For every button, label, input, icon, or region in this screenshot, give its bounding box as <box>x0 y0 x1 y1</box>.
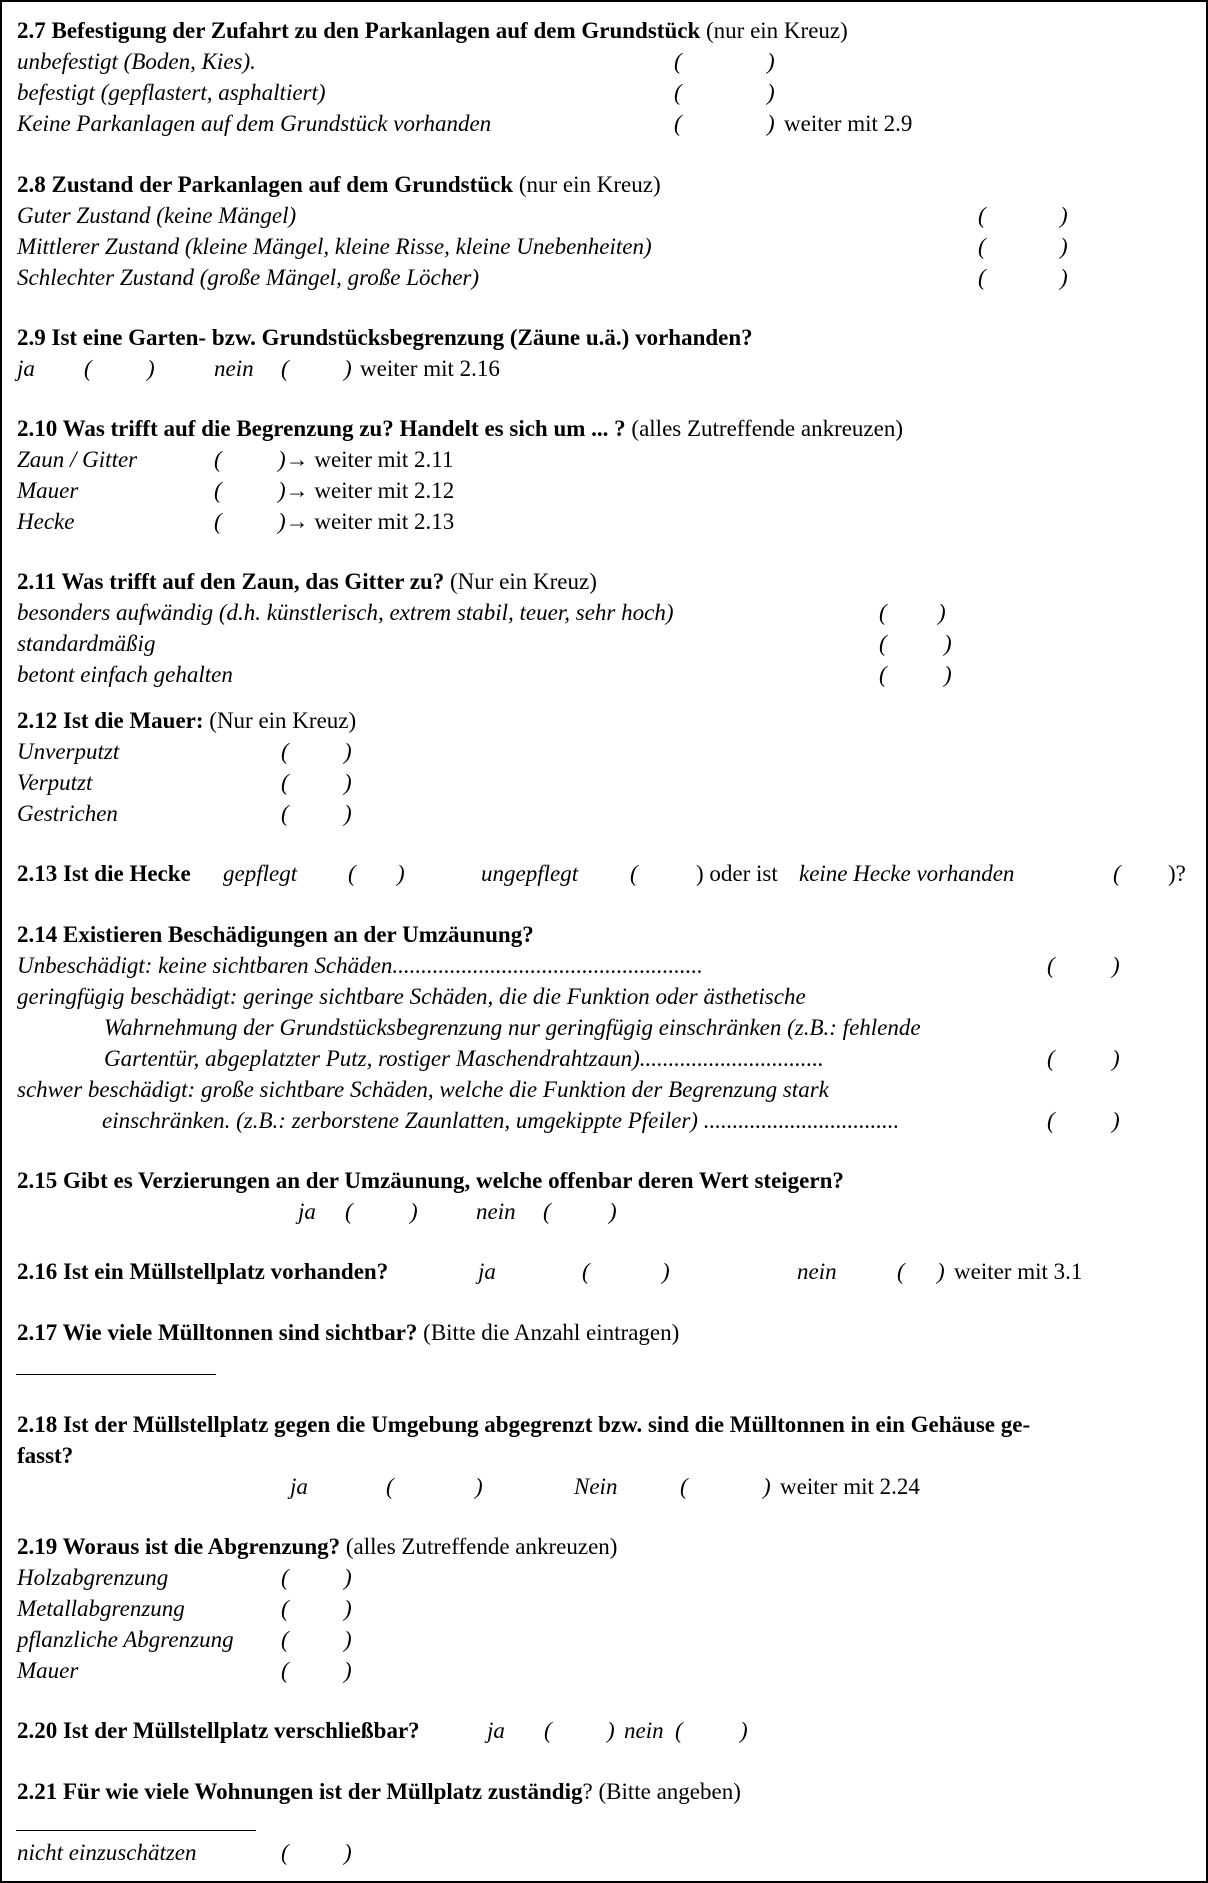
checkbox-open[interactable]: ( <box>582 1259 590 1284</box>
checkbox-open[interactable]: ( <box>544 1718 552 1743</box>
option-label: befestigt (gepflastert, asphaltiert) <box>17 80 326 105</box>
section-2-18-heading-cont <box>2 1441 1206 1471</box>
option-label: Gartentür, abgeplatzter Putz, rostiger Maschendrahtzaun)................................ <box>104 1046 824 1071</box>
section-2-12-heading <box>2 706 1206 736</box>
checkbox-open[interactable]: ( <box>214 478 222 503</box>
skip-instruction <box>278 476 454 506</box>
section-2-11-note: (Nur ein Kreuz) <box>450 569 597 594</box>
checkbox-close[interactable]: ) <box>1112 1108 1120 1133</box>
yes-no-row <box>2 354 1206 384</box>
option-label: Zaun / Gitter <box>17 447 138 472</box>
yes-no-row <box>2 1472 1206 1502</box>
checkbox-close[interactable]: ) <box>344 1658 352 1683</box>
option-label: gepflegt <box>223 861 298 886</box>
option-label: Hecke <box>17 509 75 534</box>
checkbox-open[interactable]: ( <box>879 600 887 625</box>
section-2-10-heading <box>2 414 1206 444</box>
no-label: nein <box>797 1259 837 1284</box>
option-label: keine Hecke vorhanden <box>799 861 1015 886</box>
checkbox-close[interactable]: ) <box>344 739 352 764</box>
section-2-8-heading <box>2 170 1206 200</box>
checkbox-open[interactable]: ( <box>281 356 289 381</box>
checkbox-close[interactable]: ) <box>1112 953 1120 978</box>
section-2-12-note: (Nur ein Kreuz) <box>209 708 357 733</box>
section-2-21-note: (Bitte angeben) <box>598 1779 741 1804</box>
checkbox-close[interactable]: ) <box>938 600 946 625</box>
option-label: Mauer <box>17 478 79 503</box>
checkbox-open[interactable]: ( <box>674 49 682 74</box>
option-row <box>2 1594 1206 1624</box>
checkbox-open[interactable]: ( <box>675 1718 683 1743</box>
section-2-11-title: 2.11 Was trifft auf den Zaun, das Gitter zu? <box>17 569 445 594</box>
checkbox-close[interactable]: ) <box>410 1199 418 1224</box>
option-row <box>2 1563 1206 1593</box>
checkbox-close[interactable]: ) <box>740 1718 748 1743</box>
option-row <box>2 78 1206 108</box>
checkbox-open[interactable]: ( <box>281 739 289 764</box>
section-2-13-row <box>2 859 1206 889</box>
section-2-17-note: (Bitte die Anzahl eintragen) <box>423 1320 680 1345</box>
section-2-13-title: 2.13 Ist die Hecke <box>17 861 191 886</box>
checkbox-close[interactable]: ) <box>607 1718 615 1743</box>
option-label: Unbeschädigt: keine sichtbaren Schäden...................................................... <box>17 953 703 978</box>
checkbox-close[interactable]: ) <box>278 509 286 534</box>
checkbox-open[interactable]: ( <box>897 1259 905 1284</box>
checkbox-close[interactable]: ) <box>475 1474 483 1499</box>
option-row <box>2 598 1206 628</box>
section-2-8-title: 2.8 Zustand der Parkanlagen auf dem Grundstück <box>17 172 514 197</box>
checkbox-open[interactable]: ( <box>630 861 638 886</box>
section-2-18-heading <box>2 1410 1206 1440</box>
checkbox-close[interactable]: ) <box>147 356 155 381</box>
section-2-18-title-cont: fasst? <box>17 1443 74 1468</box>
connector-text: ) oder ist <box>696 861 778 886</box>
option-row <box>2 1838 1206 1868</box>
checkbox-close[interactable]: ) <box>344 1565 352 1590</box>
checkbox-open[interactable]: ( <box>345 1199 353 1224</box>
section-2-16-title: 2.16 Ist ein Müllstellplatz vorhanden? <box>17 1259 389 1284</box>
checkbox-open[interactable]: ( <box>674 80 682 105</box>
checkbox-close[interactable]: ) <box>344 1627 352 1652</box>
arrow-skip-text: → weiter mit 2.13 <box>285 509 455 534</box>
section-2-20-title: 2.20 Ist der Müllstellplatz verschließbar? <box>17 1718 420 1743</box>
yes-label: ja <box>487 1718 505 1743</box>
option-row <box>2 263 1206 293</box>
section-2-21-title: 2.21 Für wie viele Wohnungen ist der Müllplatz zuständig <box>17 1779 583 1804</box>
checkbox-close[interactable]: ) <box>944 631 952 656</box>
option-row <box>2 1044 1206 1074</box>
option-row <box>2 507 1206 537</box>
checkbox-open[interactable]: ( <box>386 1474 394 1499</box>
option-label: Metallabgrenzung <box>17 1596 185 1621</box>
skip-instruction <box>278 507 454 537</box>
section-2-17-heading <box>2 1318 1206 1348</box>
answer-line[interactable] <box>16 1374 216 1375</box>
checkbox-close[interactable]: ) <box>767 49 775 74</box>
option-label: besonders aufwändig (d.h. künstlerisch, extrem stabil, teuer, sehr hoch) <box>17 600 674 625</box>
yes-label: ja <box>290 1474 308 1499</box>
section-2-17-title: 2.17 Wie viele Mülltonnen sind sichtbar? <box>17 1320 418 1345</box>
option-row <box>2 1106 1206 1136</box>
option-label: pflanzliche Abgrenzung <box>17 1627 234 1652</box>
checkbox-open[interactable]: ( <box>281 1658 289 1683</box>
checkbox-close[interactable]: ) <box>763 1474 771 1499</box>
checkbox-close[interactable]: ) <box>1060 265 1068 290</box>
checkbox-open[interactable]: ( <box>680 1474 688 1499</box>
no-label: nein <box>476 1199 516 1224</box>
checkbox-open[interactable]: ( <box>281 801 289 826</box>
section-2-10-note: (alles Zutreffende ankreuzen) <box>631 416 904 441</box>
skip-instruction: weiter mit 2.9 <box>784 111 913 136</box>
option-row <box>2 109 1206 139</box>
checkbox-close[interactable]: ) <box>344 356 352 381</box>
checkbox-close[interactable]: ) <box>767 80 775 105</box>
checkbox-close[interactable]: ) <box>344 1596 352 1621</box>
yes-label: ja <box>478 1259 496 1284</box>
checkbox-close[interactable]: ) <box>344 770 352 795</box>
option-row <box>2 445 1206 475</box>
section-2-10-title: 2.10 Was trifft auf die Begrenzung zu? Handelt es sich um ... ? <box>17 416 626 441</box>
section-2-18-title: 2.18 Ist der Müllstellplatz gegen die Umgebung abgegrenzt bzw. sind die Mülltonnen in ein Gehäuse ge- <box>17 1412 1031 1437</box>
skip-instruction: weiter mit 2.16 <box>360 356 500 381</box>
section-2-20-row <box>2 1716 1206 1746</box>
no-label: nein <box>624 1718 664 1743</box>
yes-label: ja <box>298 1199 316 1224</box>
section-2-21-heading <box>2 1777 1206 1807</box>
option-row <box>2 660 1206 690</box>
option-label: Schlechter Zustand (große Mängel, große Löcher) <box>17 265 480 290</box>
answer-line[interactable] <box>16 1830 256 1831</box>
checkbox-close[interactable]: ) <box>662 1259 670 1284</box>
option-label: Gestrichen <box>17 801 118 826</box>
option-label: standardmäßig <box>17 631 156 656</box>
checkbox-open[interactable]: ( <box>879 631 887 656</box>
section-2-11-heading <box>2 567 1206 597</box>
no-label: nein <box>214 356 254 381</box>
option-label: Guter Zustand (keine Mängel) <box>17 203 297 228</box>
no-label: Nein <box>574 1474 618 1499</box>
option-row <box>2 737 1206 767</box>
checkbox-close[interactable]: ) <box>937 1259 945 1284</box>
option-label: Verputzt <box>17 770 93 795</box>
skip-instruction: weiter mit 3.1 <box>954 1259 1083 1284</box>
arrow-skip-text: → weiter mit 2.11 <box>285 447 454 472</box>
section-2-19-note: (alles Zutreffende ankreuzen) <box>345 1534 618 1559</box>
section-2-7-title: 2.7 Befestigung der Zufahrt zu den Parkanlagen auf dem Grundstück <box>17 18 701 43</box>
option-row <box>2 1013 1206 1043</box>
section-2-16-row <box>2 1257 1206 1287</box>
option-label: geringfügig beschädigt: geringe sichtbare Schäden, die die Funktion oder ästhetische <box>17 984 806 1009</box>
checkbox-open[interactable]: ( <box>281 770 289 795</box>
option-row <box>2 799 1206 829</box>
checkbox-close[interactable]: ) <box>1060 203 1068 228</box>
option-label: Holzabgrenzung <box>17 1565 169 1590</box>
checkbox-close[interactable]: ) <box>278 478 286 503</box>
option-label: Keine Parkanlagen auf dem Grundstück vorhanden <box>17 111 492 136</box>
checkbox-open[interactable]: ( <box>978 234 986 259</box>
section-2-9-title: 2.9 Ist eine Garten- bzw. Grundstücksbegrenzung (Zäune u.ä.) vorhanden? <box>17 325 753 350</box>
checkbox-open[interactable]: ( <box>348 861 356 886</box>
skip-instruction: weiter mit 2.24 <box>780 1474 920 1499</box>
option-label: schwer beschädigt: große sichtbare Schäden, welche die Funktion der Begrenzung stark <box>17 1077 829 1102</box>
section-2-8-note: (nur ein Kreuz) <box>518 172 661 197</box>
section-2-14-heading <box>2 920 1206 950</box>
checkbox-open[interactable]: ( <box>214 509 222 534</box>
option-row <box>2 1625 1206 1655</box>
option-label: Mittlerer Zustand (kleine Mängel, kleine Risse, kleine Unebenheiten) <box>17 234 652 259</box>
checkbox-close[interactable]: ) <box>344 1840 352 1865</box>
checkbox-close[interactable]: ) <box>397 861 405 886</box>
section-2-15-title: 2.15 Gibt es Verzierungen an der Umzäunung, welche offenbar deren Wert steigern? <box>17 1168 844 1193</box>
option-label: Mauer <box>17 1658 79 1683</box>
option-row <box>2 476 1206 506</box>
checkbox-close[interactable]: ) <box>344 801 352 826</box>
section-2-15-heading <box>2 1166 1206 1196</box>
yes-no-row <box>2 1197 1206 1227</box>
question-end: )? <box>1168 861 1186 886</box>
checkbox-open[interactable]: ( <box>978 265 986 290</box>
option-row <box>2 768 1206 798</box>
skip-instruction <box>278 445 453 475</box>
checkbox-open[interactable]: ( <box>1047 1046 1055 1071</box>
section-2-19-title: 2.19 Woraus ist die Abgrenzung? <box>17 1534 341 1559</box>
section-2-9-heading <box>2 323 1206 353</box>
checkbox-close[interactable]: ) <box>1060 234 1068 259</box>
checkbox-open[interactable]: ( <box>1113 861 1121 886</box>
section-2-14-title: 2.14 Existieren Beschädigungen an der Umzäunung? <box>17 922 534 947</box>
checkbox-close[interactable]: ) <box>767 111 775 136</box>
checkbox-open[interactable]: ( <box>1047 953 1055 978</box>
option-row <box>2 201 1206 231</box>
yes-label: ja <box>17 356 35 381</box>
option-row <box>2 982 1206 1012</box>
checkbox-close[interactable]: ) <box>278 447 286 472</box>
option-label: ungepflegt <box>481 861 579 886</box>
option-label: Wahrnehmung der Grundstücksbegrenzung nur geringfügig einschränken (z.B.: fehlende <box>104 1015 921 1040</box>
option-label: unbefestigt (Boden, Kies). <box>17 49 256 74</box>
checkbox-close[interactable]: ) <box>609 1199 617 1224</box>
checkbox-open[interactable]: ( <box>84 356 92 381</box>
section-2-7-note: (nur ein Kreuz) <box>706 18 848 43</box>
section-2-12-title: 2.12 Ist die Mauer: <box>17 708 204 733</box>
question-mark: ? <box>582 1779 593 1804</box>
option-row <box>2 232 1206 262</box>
arrow-skip-text: → weiter mit 2.12 <box>285 478 455 503</box>
option-row <box>2 629 1206 659</box>
checkbox-open[interactable]: ( <box>281 1565 289 1590</box>
option-label: Unverputzt <box>17 739 120 764</box>
option-label: betont einfach gehalten <box>17 662 233 687</box>
checkbox-open[interactable]: ( <box>281 1596 289 1621</box>
option-row <box>2 1075 1206 1105</box>
checkbox-open[interactable]: ( <box>978 203 986 228</box>
checkbox-open[interactable]: ( <box>543 1199 551 1224</box>
section-2-7-heading <box>2 16 1206 46</box>
checkbox-close[interactable]: ) <box>1112 1046 1120 1071</box>
option-label: nicht einzuschätzen <box>17 1840 197 1865</box>
option-label: einschränken. (z.B.: zerborstene Zaunlatten, umgekippte Pfeiler) .................................. <box>102 1108 900 1133</box>
checkbox-open[interactable]: ( <box>1047 1108 1055 1133</box>
option-row <box>2 1656 1206 1686</box>
section-2-19-heading <box>2 1532 1206 1562</box>
checkbox-open[interactable]: ( <box>674 111 682 136</box>
checkbox-open[interactable]: ( <box>879 662 887 687</box>
option-row <box>2 951 1206 981</box>
option-row <box>2 47 1206 77</box>
checkbox-open[interactable]: ( <box>214 447 222 472</box>
checkbox-close[interactable]: ) <box>944 662 952 687</box>
checkbox-open[interactable]: ( <box>281 1627 289 1652</box>
checkbox-open[interactable]: ( <box>281 1840 289 1865</box>
